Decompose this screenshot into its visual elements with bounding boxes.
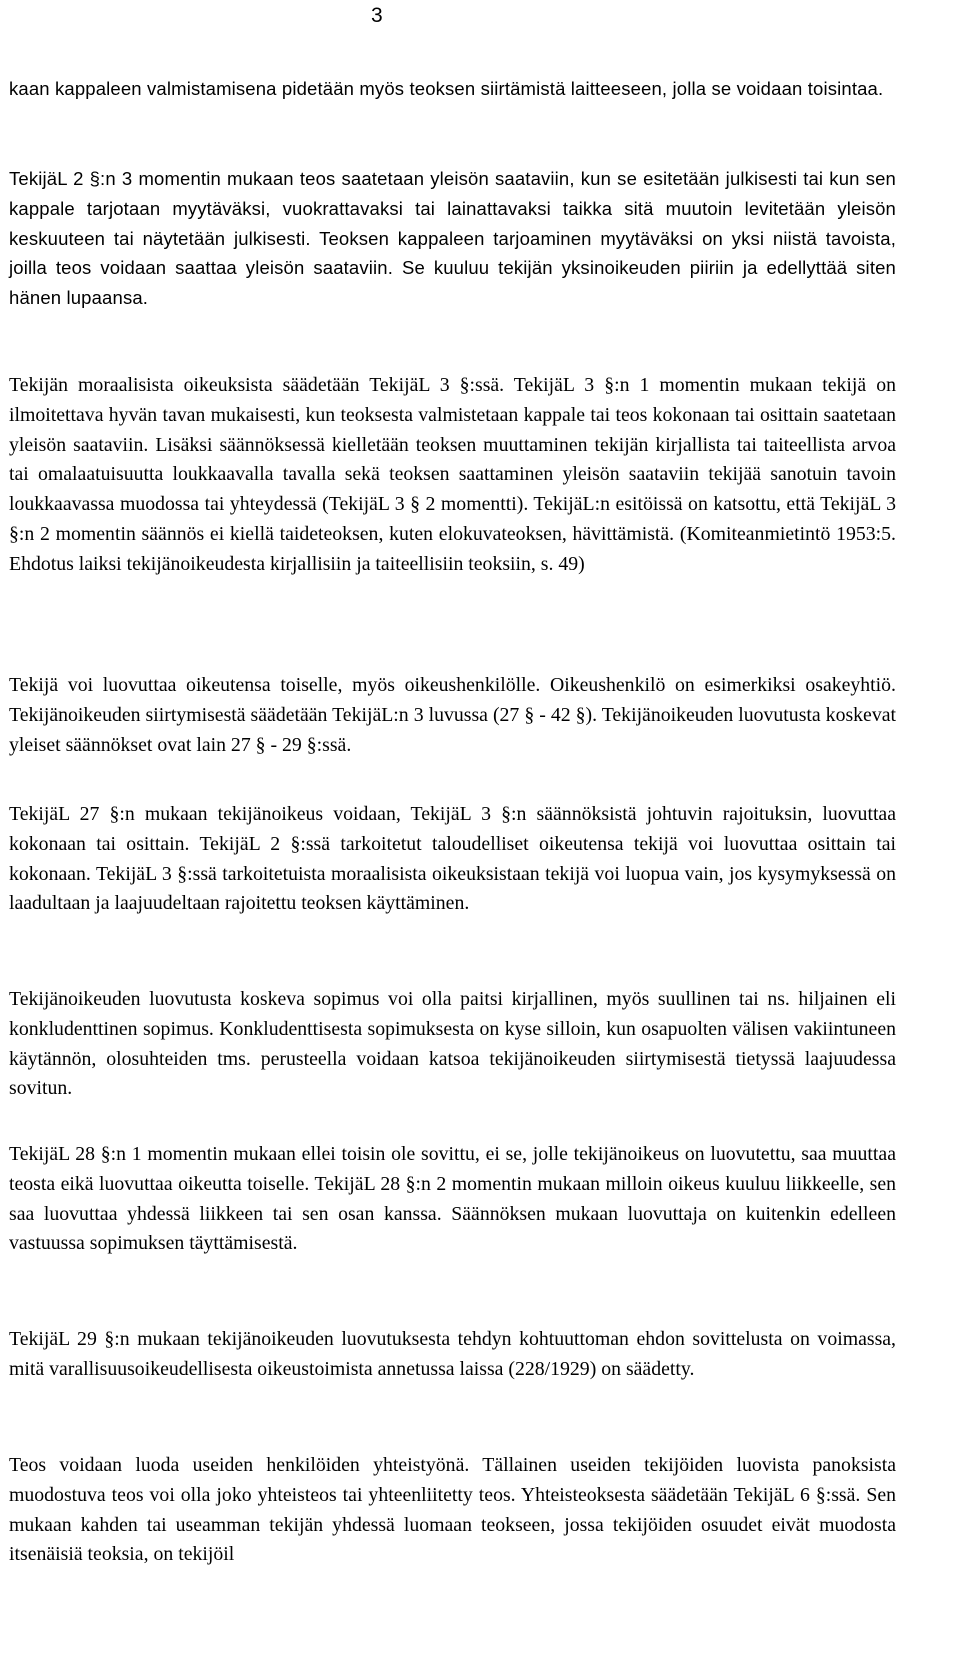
paragraph-4: Tekijä voi luovuttaa oikeutensa toiselle, myös oikeushenkilölle. Oikeushenkilö on esimerkiksi osakeyhtiö. Tekijänoikeuden siirtymisestä säädetään TekijäL:n 3 luvussa (27 § - 42 §). Tekijänoikeuden luovutusta koskevat yleiset säännökset ovat lain 27 § - 29 §:ssä.	[9, 674, 896, 756]
paragraph-1: kaan kappaleen valmistamisena pidetään myös teoksen siirtämistä laitteeseen, jolla se voidaan toisintaa.	[9, 78, 884, 99]
paragraph-9: Teos voidaan luoda useiden henkilöiden yhteistyönä. Tällainen useiden tekijöiden luovista panoksista muodostuva teos voi olla joko yhteisteos tai yhteenliitetty teos. Yhteisteoksesta säädetään TekijäL 6 §:ssä. Sen mukaan kahden tai useamman tekijän yhdessä luomaan teokseen, jossa tekijöiden osuudet eivät muodosta itsenäisiä teoksia, on tekijöil	[9, 1454, 896, 1566]
paragraph-2: TekijäL 2 §:n 3 momentin mukaan teos saatetaan yleisön saataviin, kun se esitetään julkisesti tai kun sen kappale tarjotaan myytäväksi, vuokrattavaksi tai lainattavaksi taikka sitä muutoin levitetään yleisön keskuuteen tai näytetään julkisesti. Teoksen kappaleen tarjoaminen myytäväksi on yksi niistä tavoista, joilla teos voidaan saattaa yleisön saataviin. Se kuuluu tekijän yksinoikeuden piiriin ja edellyttää siten hänen lupaansa.	[9, 168, 896, 309]
paragraph-5: TekijäL 27 §:n mukaan tekijänoikeus voidaan, TekijäL 3 §:n säännöksistä johtuvin rajoituksin, luovuttaa kokonaan tai osittain. TekijäL 2 §:ssä tarkoitetut taloudelliset oikeutensa tekijä voi luovuttaa osittain tai kokonaan. TekijäL 3 §:ssä tarkoitetuista moraalisista oikeuksistaan tekijä voi luopua vain, jos kysymyksessä on laadultaan ja laajuudeltaan rajoitettu teoksen käyttäminen.	[9, 803, 896, 915]
paragraph-7: TekijäL 28 §:n 1 momentin mukaan ellei toisin ole sovittu, ei se, jolle tekijänoikeus on luovutettu, saa muuttaa teosta eikä luovuttaa oikeutta toiselle. TekijäL 28 §:n 2 momentin mukaan milloin oikeus kuuluu liikkeelle, sen saa luovuttaa yhdessä liikkeen tai sen osan kanssa. Säännöksen mukaan luovuttaja on kuitenkin edelleen vastuussa sopimuksen täyttämisestä.	[9, 1143, 896, 1255]
paragraph-3: Tekijän moraalisista oikeuksista säädetään TekijäL 3 §:ssä. TekijäL 3 §:n 1 momentin mukaan tekijä on ilmoitettava hyvän tavan mukaisesti, kun teoksesta valmistetaan kappale tai teos kokonaan tai osittain saatetaan yleisön saataviin. Lisäksi säännöksessä kielletään teoksen muuttaminen tekijän kirjallista tai taiteellista arvoa tai omalaatuisuutta loukkaavalla tavalla sekä teoksen saattaminen yleisön saataviin tekijää sanotuin tavoin loukkaavassa muodossa tai yhteydessä (TekijäL 3 § 2 momentti). TekijäL:n esitöissä on katsottu, että TekijäL 3 §:n 2 momentin säännös ei kiellä taideteoksen, kuten elokuvateoksen, hävittämistä. (Komiteanmietintö 1953:5. Ehdotus laiksi tekijänoikeudesta kirjallisiin ja taiteellisiin teoksiin, s. 49)	[9, 374, 896, 575]
paragraph-6: Tekijänoikeuden luovutusta koskeva sopimus voi olla paitsi kirjallinen, myös suullinen tai ns. hiljainen eli konkludenttinen sopimus. Konkludenttisesta sopimuksesta on kyse silloin, kun osapuolten välisen vakiintuneen käytännön, olosuhteiden tms. perusteella voidaan katsoa tekijänoikeuden siirtymisestä tietyssä laajuudessa sovitun.	[9, 988, 896, 1100]
paragraph-8: TekijäL 29 §:n mukaan tekijänoikeuden luovutuksesta tehdyn kohtuuttoman ehdon sovittelusta on voimassa, mitä varallisuusoikeudellisesta oikeustoimista annetussa laissa (228/1929) on säädetty.	[9, 1328, 896, 1380]
page-number: 3	[371, 4, 383, 27]
